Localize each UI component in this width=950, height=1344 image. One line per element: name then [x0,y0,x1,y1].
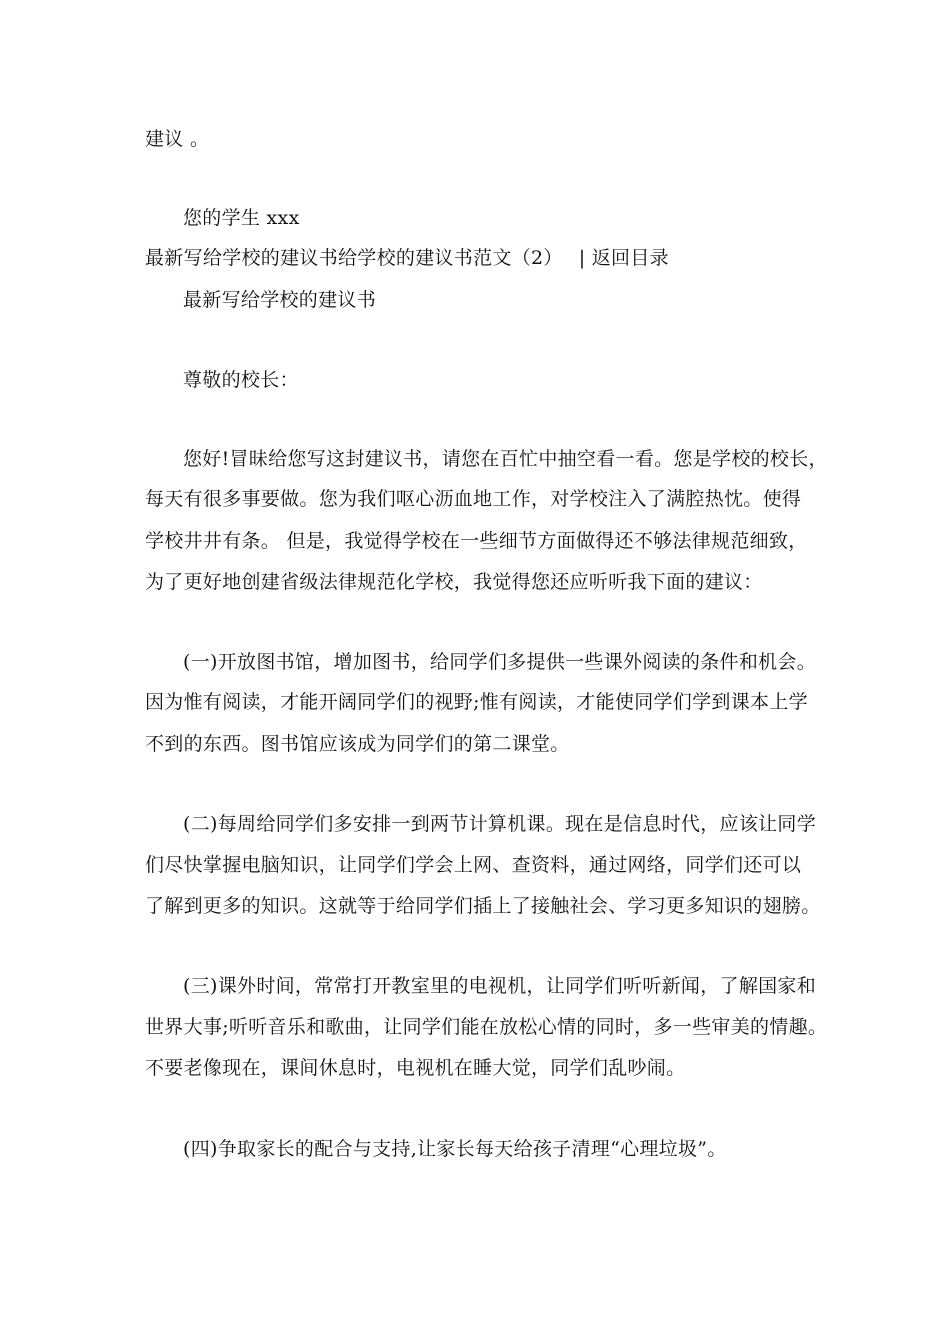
paragraph-line: (三)课外时间，常常打开教室里的电视机，让同学们听听新闻，了解国家和 [183,975,817,997]
paragraph-line: 不要老像现在，课间休息时，电视机在睡大觉，同学们乱吵闹。 [145,1057,686,1079]
section-heading [145,246,669,270]
paragraph-line: 了解到更多的知识。这就等于给同学们插上了接触社会、学习更多知识的翅膀。 [145,895,821,917]
paragraph-line: 因为惟有阅读，才能开阔同学们的视野;惟有阅读，才能使同学们学到课本上学 [145,691,808,713]
signature: 您的学生 xxx [183,207,300,229]
paragraph-line: (一)开放图书馆，增加图书，给同学们多提供一些课外阅读的条件和机会。 [183,651,817,673]
paragraph-line: 不到的东西。图书馆应该成为同学们的第二课堂。 [145,733,570,755]
paragraph-line: 每天有很多事要做。您为我们呕心沥血地工作，对学校注入了满腔热忱。使得 [145,488,802,510]
paragraph-line: 为了更好地创建省级法律规范化学校，我觉得您还应听听我下面的建议： [145,571,763,593]
letter-title: 最新写给学校的建议书 [183,289,377,311]
back-to-toc-link[interactable]: 返回目录 [591,247,669,269]
closing-fragment: 建议 。 [145,128,210,150]
paragraph-line: (四)争取家长的配合与支持,让家长每天给孩子清理“心理垃圾”。 [183,1138,727,1160]
paragraph-line: 您好!冒昧给您写这封建议书，请您在百忙中抽空看一看。您是学校的校长， [183,448,828,470]
heading-separator: | [578,247,586,269]
salutation: 尊敬的校长： [183,369,299,391]
paragraph-line: 学校井井有条。 但是，我觉得学校在一些细节方面做得还不够法律规范细致， [145,530,808,552]
paragraph-line: 世界大事;听听音乐和歌曲，让同学们能在放松心情的同时，多一些审美的情趣。 [145,1016,828,1038]
section-heading-title: 最新写给学校的建议书给学校的建议书范文（2） [145,247,563,269]
paragraph-line: 们尽快掌握电脑知识，让同学们学会上网、查资料，通过网络，同学们还可以 [145,854,802,876]
paragraph-line: (二)每周给同学们多安排一到两节计算机课。现在是信息时代，应该让同学 [183,813,817,835]
